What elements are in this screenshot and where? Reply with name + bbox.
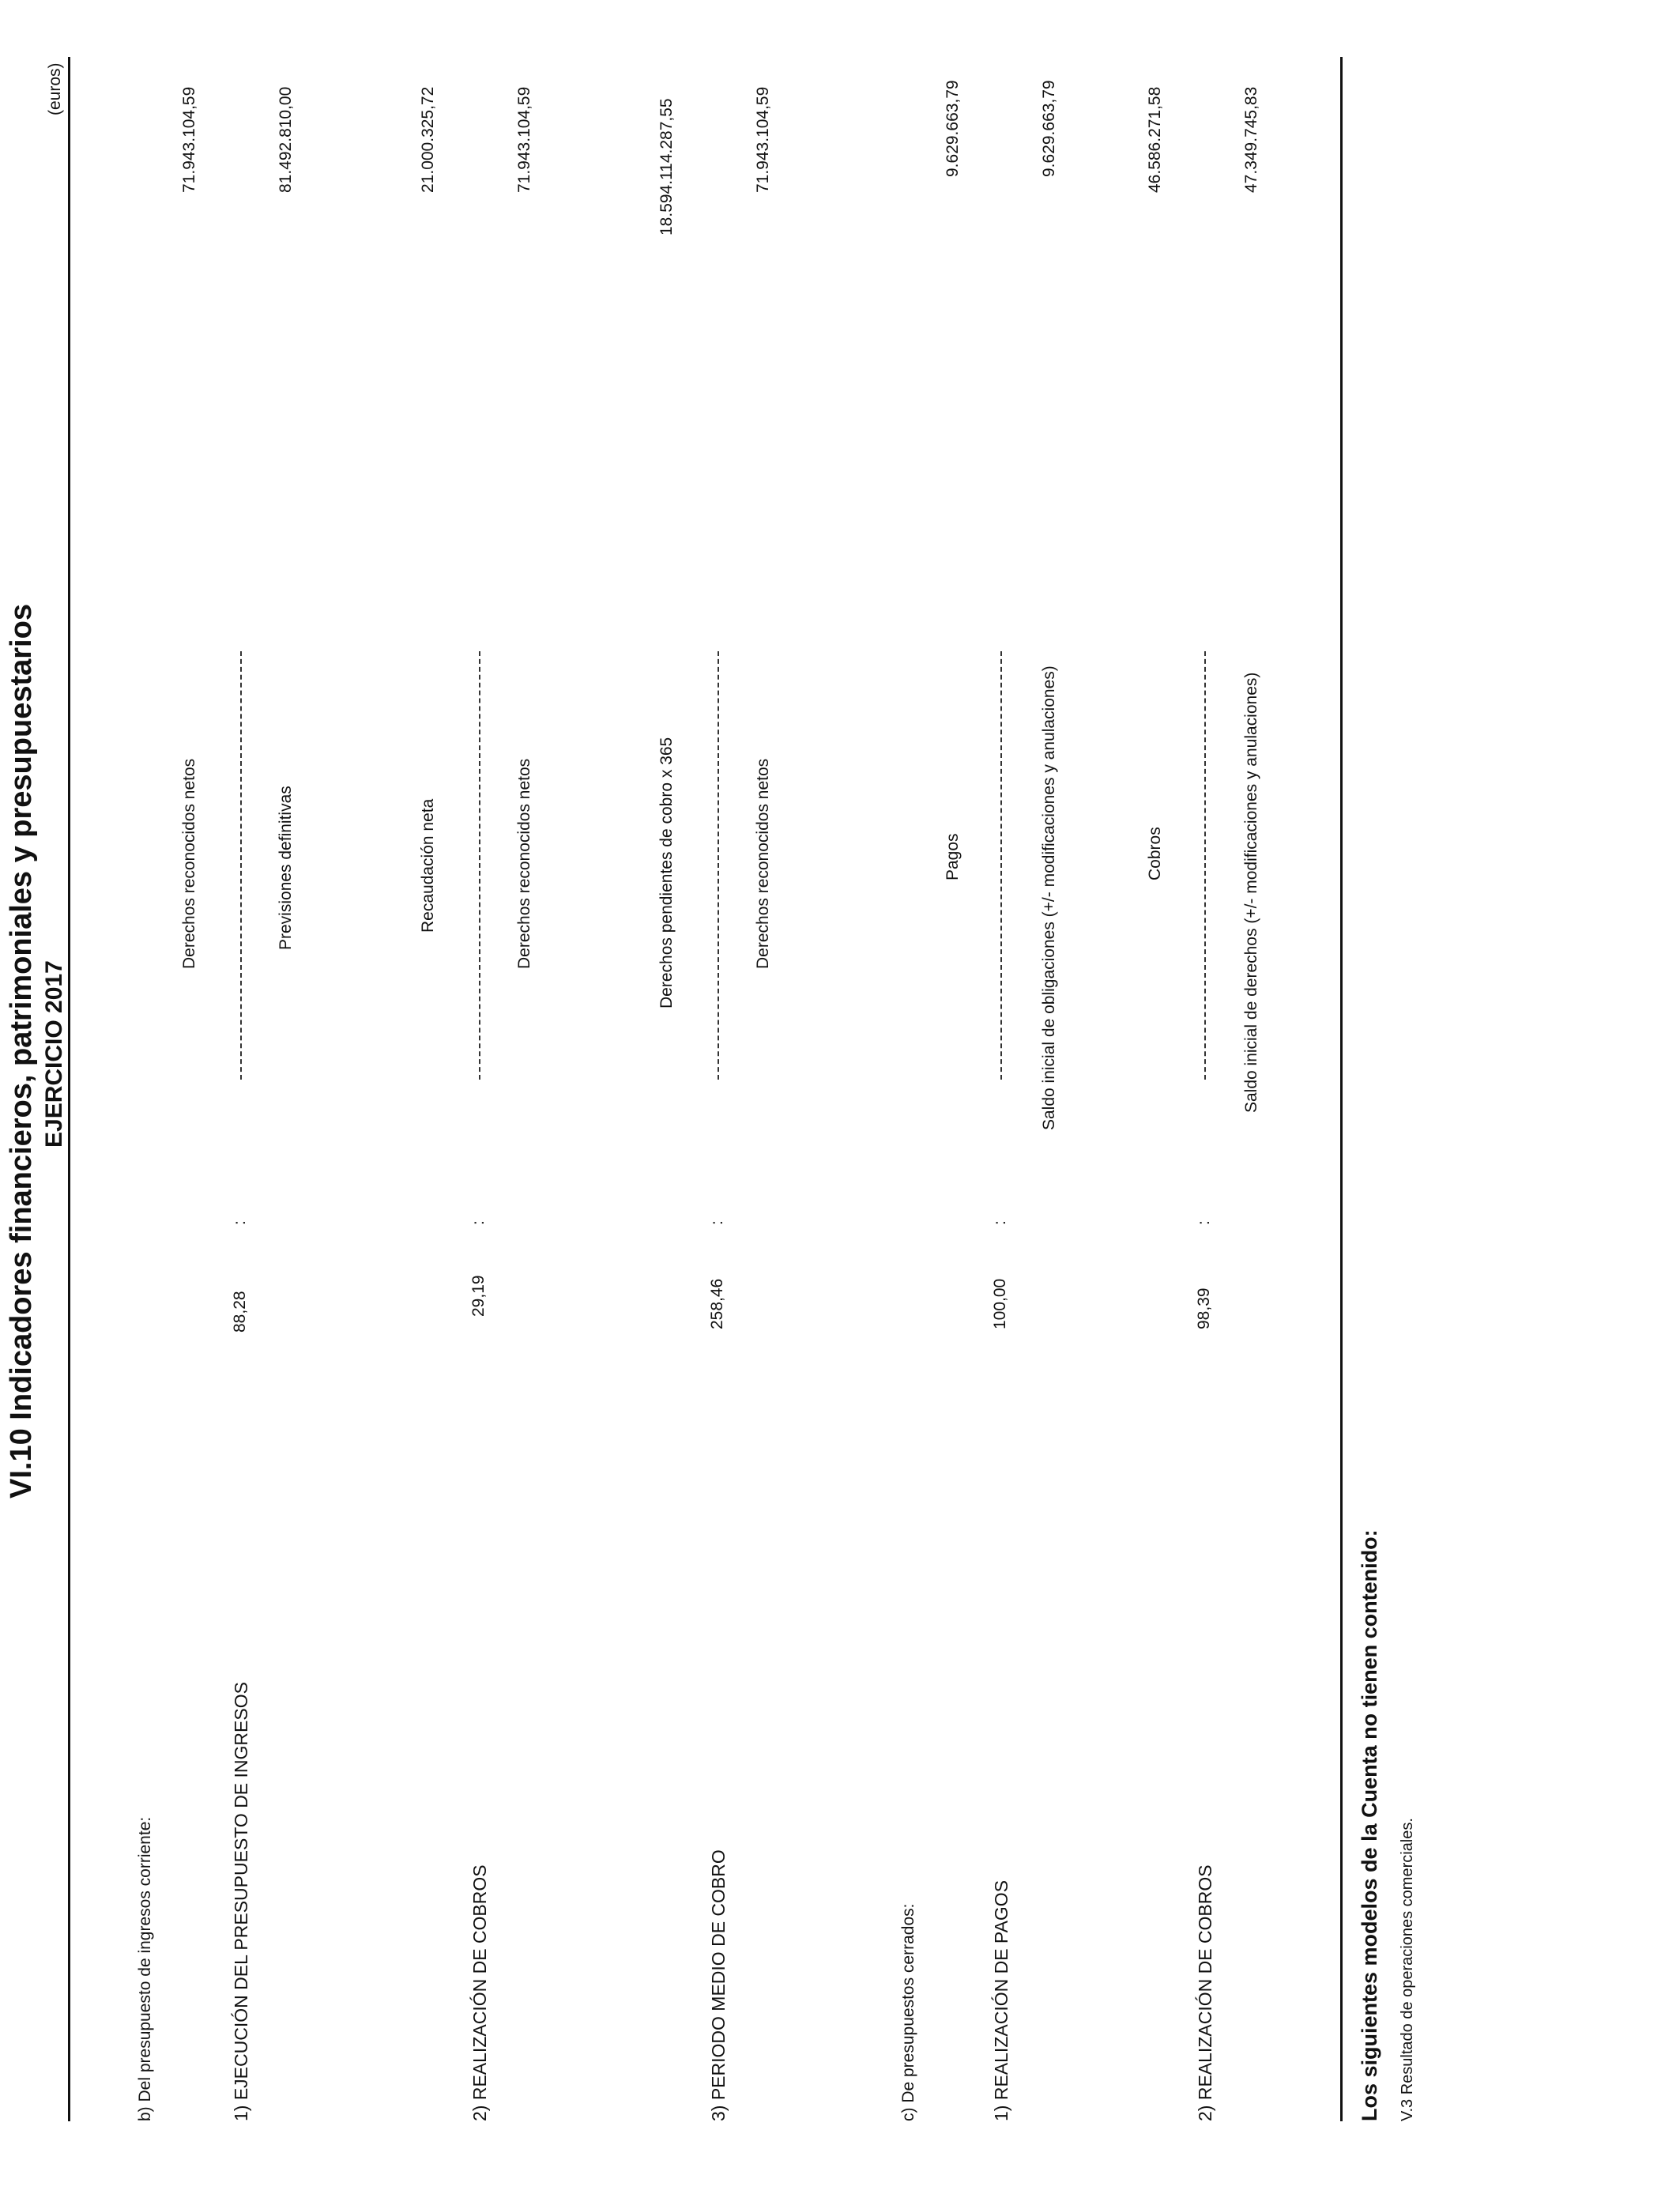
- fraction-line: [479, 651, 480, 1080]
- header-rule: [68, 57, 70, 2121]
- denominator-label: Derechos reconocidos netos: [515, 758, 533, 969]
- fraction-line: [1000, 651, 1002, 1080]
- denominator-value: 9.629.663,79: [1040, 80, 1058, 177]
- page-title: VI.10 Indicadores financieros, patrimoniales y presupuestarios: [5, 604, 38, 1498]
- footer-item: V.3 Resultado de operaciones comerciales.: [1399, 1818, 1416, 2121]
- colon-separator: :: [1195, 1220, 1213, 1225]
- numerator-value: 21.000.325,72: [419, 86, 437, 193]
- indicator-name: 2) REALIZACIÓN DE COBROS: [1195, 1864, 1215, 2121]
- indicator-name: 1) REALIZACIÓN DE PAGOS: [991, 1879, 1011, 2121]
- numerator-label: Pagos: [944, 833, 962, 880]
- footer-title: Los siguientes modelos de la Cuenta no tienen contenido:: [1358, 1529, 1381, 2121]
- indicator-value: 88,28: [231, 1291, 249, 1333]
- indicator-value: 98,39: [1195, 1287, 1213, 1329]
- denominator-value: 47.349.745,83: [1242, 86, 1260, 193]
- indicator-name: 3) PERIODO MEDIO DE COBRO: [708, 1849, 729, 2121]
- numerator-value: 18.594.114.287,55: [657, 98, 676, 236]
- colon-separator: :: [469, 1220, 488, 1225]
- numerator-label: Cobros: [1146, 827, 1164, 880]
- numerator-value: 46.586.271,58: [1146, 86, 1164, 193]
- denominator-label: Saldo inicial de derechos (+/- modificaciones y anulaciones): [1242, 672, 1260, 1113]
- section-c-heading: c) De presupuestos cerrados:: [899, 1903, 917, 2121]
- denominator-label: Derechos reconocidos netos: [754, 758, 772, 969]
- denominator-value: 71.943.104,59: [515, 86, 533, 193]
- footer-rule: [1340, 57, 1343, 2121]
- denominator-value: 81.492.810,00: [277, 86, 295, 193]
- colon-separator: :: [991, 1220, 1009, 1225]
- indicator-value: 258,46: [708, 1278, 726, 1329]
- section-b-heading: b) Del presupuesto de ingresos corriente:: [136, 1816, 154, 2121]
- denominator-label: Previsiones definitivas: [277, 786, 295, 950]
- fraction-line: [240, 651, 242, 1080]
- indicator-value: 100,00: [991, 1278, 1009, 1329]
- numerator-value: 71.943.104,59: [180, 86, 198, 193]
- numerator-value: 9.629.663,79: [944, 80, 962, 177]
- numerator-label: Derechos pendientes de cobro x 365: [657, 737, 676, 1008]
- colon-separator: :: [231, 1220, 249, 1225]
- indicator-name: 2) REALIZACIÓN DE COBROS: [469, 1864, 490, 2121]
- indicator-name: 1) EJECUCIÓN DEL PRESUPUESTO DE INGRESOS: [231, 1682, 251, 2121]
- denominator-label: Saldo inicial de obligaciones (+/- modificaciones y anulaciones): [1040, 665, 1058, 1130]
- denominator-value: 71.943.104,59: [754, 86, 772, 193]
- fraction-line: [718, 651, 719, 1080]
- fraction-line: [1204, 651, 1206, 1080]
- indicator-value: 29,19: [469, 1275, 488, 1317]
- numerator-label: Derechos reconocidos netos: [180, 758, 198, 969]
- numerator-label: Recaudación neta: [419, 798, 437, 933]
- unit-label: (euros): [46, 62, 64, 115]
- colon-separator: :: [708, 1220, 726, 1225]
- page-subtitle: EJERCICIO 2017: [41, 960, 67, 1148]
